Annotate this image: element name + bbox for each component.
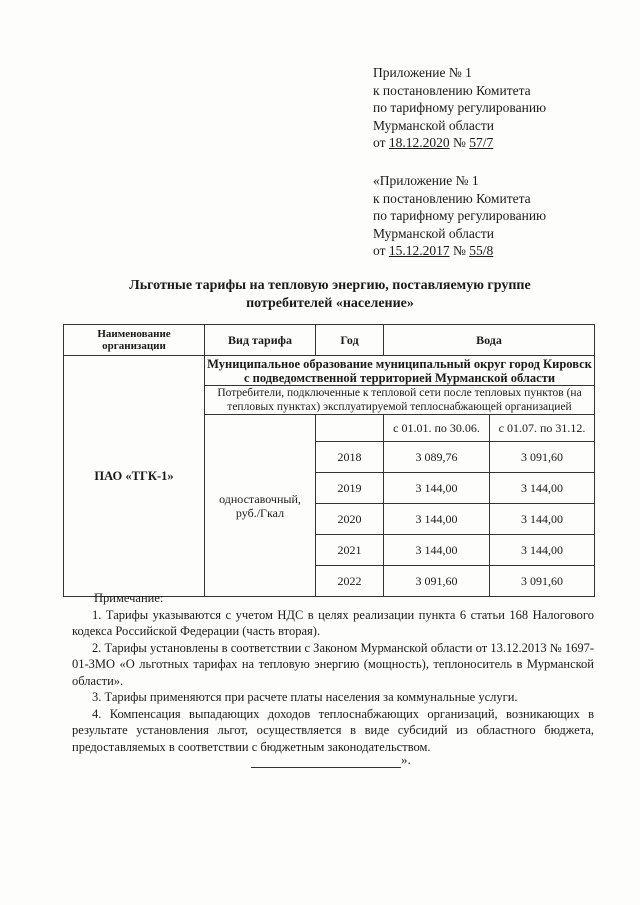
title-line: Льготные тарифы на тепловую энергию, поставляемую группе	[129, 278, 531, 293]
row-second-half-value: 3 144,00	[490, 473, 595, 504]
period-empty-cell	[316, 415, 384, 442]
notes-section	[72, 590, 594, 755]
row-second-half-value: 3 144,00	[490, 535, 595, 566]
header-tariff-type: Вид тарифа	[205, 325, 316, 356]
appendix-line: Мурманской области	[373, 225, 494, 241]
title-line: потребителей «население»	[246, 296, 414, 311]
note-1: 1. Тарифы указываются с учетом НДС в целях реализации пункта 6 статьи 168 Налогового кодекса Российской Федерации (часть вторая).	[72, 607, 594, 638]
date-prefix: от	[373, 243, 389, 258]
closing-quote: ».	[401, 752, 411, 767]
row-year: 2020	[316, 504, 384, 535]
appendix-line: Приложение № 1	[373, 65, 472, 80]
appendix-header-current	[373, 64, 633, 152]
document-title	[60, 277, 600, 313]
number-prefix: №	[449, 243, 470, 258]
row-year: 2021	[316, 535, 384, 566]
tariff-kind: одноставочный, руб./Гкал	[205, 415, 316, 597]
row-second-half-value: 3 091,60	[490, 442, 595, 473]
resolution-number: 57/7	[469, 135, 494, 150]
note-4: 4. Компенсация выпадающих доходов теплоснабжающих организаций, возникающих в результате установления льгот, осуществляется в виде субсидий из областного бюджета, предоставляемых в соответствии с бюджетным законодательством.	[72, 706, 594, 754]
note-3: 3. Тарифы применяются при расчете платы населения за коммунальные услуги.	[92, 690, 518, 704]
resolution-number: 55/8	[469, 243, 494, 258]
header-water: Вода	[384, 325, 595, 356]
row-year: 2018	[316, 442, 384, 473]
period-second-half: с 01.07. по 31.12.	[490, 415, 595, 442]
row-first-half-value: 3 144,00	[384, 535, 490, 566]
number-prefix: №	[449, 135, 470, 150]
appendix-line: к постановлению Комитета	[373, 82, 531, 98]
resolution-date: 18.12.2020	[388, 135, 450, 150]
municipality-row	[64, 356, 595, 386]
appendix-date-line	[373, 242, 633, 260]
row-second-half-value: 3 091,60	[490, 566, 595, 597]
appendix-line: по тарифному регулированию	[373, 100, 547, 115]
row-first-half-value: 3 144,00	[384, 473, 490, 504]
header-year: Год	[316, 325, 384, 356]
row-year: 2022	[316, 566, 384, 597]
appendix-line: «Приложение № 1	[373, 173, 479, 188]
row-first-half-value: 3 144,00	[384, 504, 490, 535]
header-org: Наименование организации	[64, 325, 205, 356]
appendix-date-line	[373, 134, 633, 152]
notes-heading: Примечание:	[94, 591, 164, 605]
consumers-description: Потребители, подключенные к тепловой сети после тепловых пунктов (на тепловых пунктах) эксплуатируемой теплоснабжающей организацией	[205, 386, 595, 415]
row-first-half-value: 3 091,60	[384, 566, 490, 597]
appendix-header-previous	[373, 172, 633, 260]
table-header-row	[64, 325, 595, 356]
organization-name: ПАО «ТГК-1»	[64, 356, 205, 597]
date-prefix: от	[373, 135, 389, 150]
closing-line	[251, 752, 411, 768]
appendix-line: Мурманской области	[373, 117, 494, 133]
signature-underline	[251, 755, 401, 768]
row-year: 2019	[316, 473, 384, 504]
resolution-date: 15.12.2017	[388, 243, 450, 258]
note-2: 2. Тарифы установлены в соответствии с Законом Мурманской области от 13.12.2013 № 1697-01-ЗМО «О льготных тарифах на тепловую энергию (мощность), теплоноситель в Мурманской области».	[72, 640, 594, 688]
row-first-half-value: 3 089,76	[384, 442, 490, 473]
appendix-line: по тарифному регулированию	[373, 208, 547, 223]
row-second-half-value: 3 144,00	[490, 504, 595, 535]
period-first-half: с 01.01. по 30.06.	[384, 415, 490, 442]
tariff-table	[63, 324, 595, 597]
municipality-name: Муниципальное образование муниципальный округ город Кировск с подведомственной территорией Мурманской области	[205, 356, 595, 386]
appendix-line: к постановлению Комитета	[373, 190, 531, 206]
